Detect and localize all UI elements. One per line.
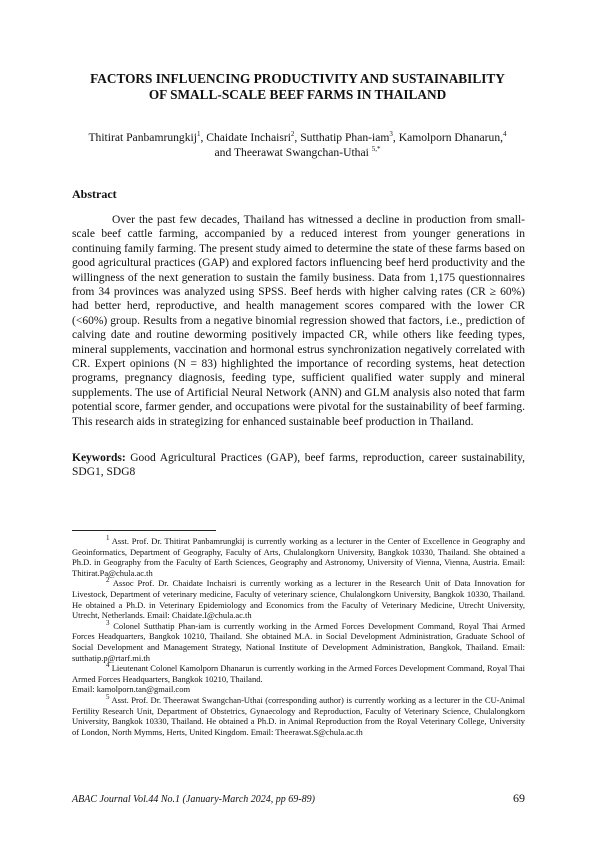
footnote-4-email: Email: kamolporn.tan@gmail.com <box>72 684 191 695</box>
keywords-label: Keywords: <box>72 452 126 464</box>
paper-title <box>60 71 535 103</box>
abstract-body: Over the past few decades, Thailand has witnessed a decline in production from small-scale beef cattle farming, accompanied by a reduced interest from younger generations in continuing family farming. The present study aimed to determine the state of these farms based on good agricultural practices (GAP) and explored factors influencing beef herd productivity and the willingness of the next generation to sustain the family business. Data from 1,175 questionnaires from 34 provinces was analyzed using SPSS. Beef herds with higher calving rates (CR ≥ 60%) had better herd, reproductive, and health management scores compared with the lower CR (<60%) group. Results from a negative binomial regression showed that factors, i.e., prediction of calving date and routine deworming positively impacted CR, while others like feeding types, mineral supplements, vaccination and hormonal estrus synchronization negatively correlated with CR. Expert opinions (N = 83) highlighted the importance of recording systems, heat detection programs, pregnancy diagnosis, feeding type, sufficient qualified water supply and mineral supplements. The use of Artificial Neural Network (ANN) and GLM analysis also noted that farm potential score, farmer gender, and occupations were pivotal for the sustainability of beef farming. This research aids in strategizing for enhanced sustainable beef production in Thailand. <box>72 214 525 428</box>
author-affiliation-mark: 2 <box>290 130 295 139</box>
footnote-text: Asst. Prof. Dr. Theerawat Swangchan-Uthai (corresponding author) is currently working as a lecturer in the CU-Animal Fertility Research Unit, Department of Obstetrics, Gynaecology and Reproduction, Faculty of Veterinary Science, Chulalongkorn University, Bangkok 10330, Thailand. He obtained a Ph.D. in Animal Reproduction from the Royal Veterinary College, University of London, North Mymms, Herts, United Kingdom. Email: Theerawat.S@chula.ac.th <box>72 694 525 737</box>
footnote-mark: 3 <box>106 618 110 627</box>
footnote-5 <box>72 695 525 737</box>
author-name: and Theerawat Swangchan-Uthai <box>214 145 372 159</box>
footnote-text: Colonel Sutthatip Phan-iam is currently working in the Armed Forces Development Command, Royal Thai Armed Forces Headquarters, Bangkok 10210, Thailand. She obtained M.A. in Social Development Administration, Graduate School of Social Development and Management Strategy, National Institute of Development Administration, Bangkok, Thailand. Email: sutthatip.p@rtarf.mi.th <box>72 620 525 663</box>
footnote-mark: 2 <box>106 576 110 585</box>
author-name: Thitirat Panbamrungkij <box>88 131 197 144</box>
author-separator: , <box>392 131 399 144</box>
footnote-text: Asst. Prof. Dr. Thitirat Panbamrungkij is currently working as a lecturer in the Center of Excellence in Geography and Geoinformatics, Department of Geography, Faculty of Arts, Chulalongkorn University, Bangkok 10330, Thailand. She obtained a Ph.D. in Geography from the Faculty of Earth Sciences, Geography and Astronomy, University of Vienna, Vienna, Austria. Email: Thitirat.Pa@chula.ac.th <box>72 536 525 578</box>
footnote-text: Lieutenant Colonel Kamolporn Dhanarun is currently working in the Armed Forces Development Command, Royal Thai Armed Forces Headquarters, Bangkok 10210, Thailand. <box>72 663 525 684</box>
keywords <box>72 451 525 480</box>
footnote-1 <box>72 536 525 578</box>
author-affiliation-mark: 4 <box>503 130 507 139</box>
footnote-3 <box>72 618 525 663</box>
author-name: Kamolporn Dhanarun, <box>398 131 504 144</box>
title-line-2: OF SMALL-SCALE BEEF FARMS IN THAILAND <box>148 87 447 102</box>
footnote-2 <box>72 578 525 620</box>
footnotes <box>72 536 525 737</box>
footnote-separator <box>72 530 216 531</box>
author-name: Chaidate Inchaisri <box>206 131 291 144</box>
author-affiliation-mark: 3 <box>389 130 393 139</box>
author-separator: , <box>294 131 301 144</box>
abstract-heading: Abstract <box>72 187 117 201</box>
title-line-1: FACTORS INFLUENCING PRODUCTIVITY AND SUSTAINABILITY <box>90 71 505 86</box>
author-list <box>60 131 535 160</box>
footnote-text: Assoc Prof. Dr. Chaidate Inchaisri is currently working as a lecturer in the Research Unit of Data Innovation for Livestock, Department of veterinary medicine, Faculty of veterinary science, Chulalongkorn University, Bangkok 10330, Thailand. He obtained a Ph.D. in Veterinary Epidemiology and Economics from the Faculty of Veterinary Medicine, Utrecht University, Utrecht, Netherlands. Email: Chaidate.I@chula.ac.th <box>72 578 525 621</box>
footnote-mark: 5 <box>106 693 110 702</box>
footnote-mark: 4 <box>106 661 110 670</box>
author-affiliation-mark: 5,* <box>371 144 381 153</box>
page-number: 69 <box>513 791 525 805</box>
keywords-text: Good Agricultural Practices (GAP), beef farms, reproduction, career sustainability, SDG1, SDG8 <box>72 452 525 479</box>
journal-citation: ABAC Journal Vol.44 No.1 (January-March 2024, pp 69-89) <box>72 794 315 805</box>
footnote-4 <box>72 663 525 684</box>
footnote-mark: 1 <box>106 534 110 543</box>
author-name: Sutthatip Phan-iam <box>300 131 390 144</box>
author-separator: , <box>200 131 207 144</box>
author-affiliation-mark: 1 <box>196 130 201 139</box>
